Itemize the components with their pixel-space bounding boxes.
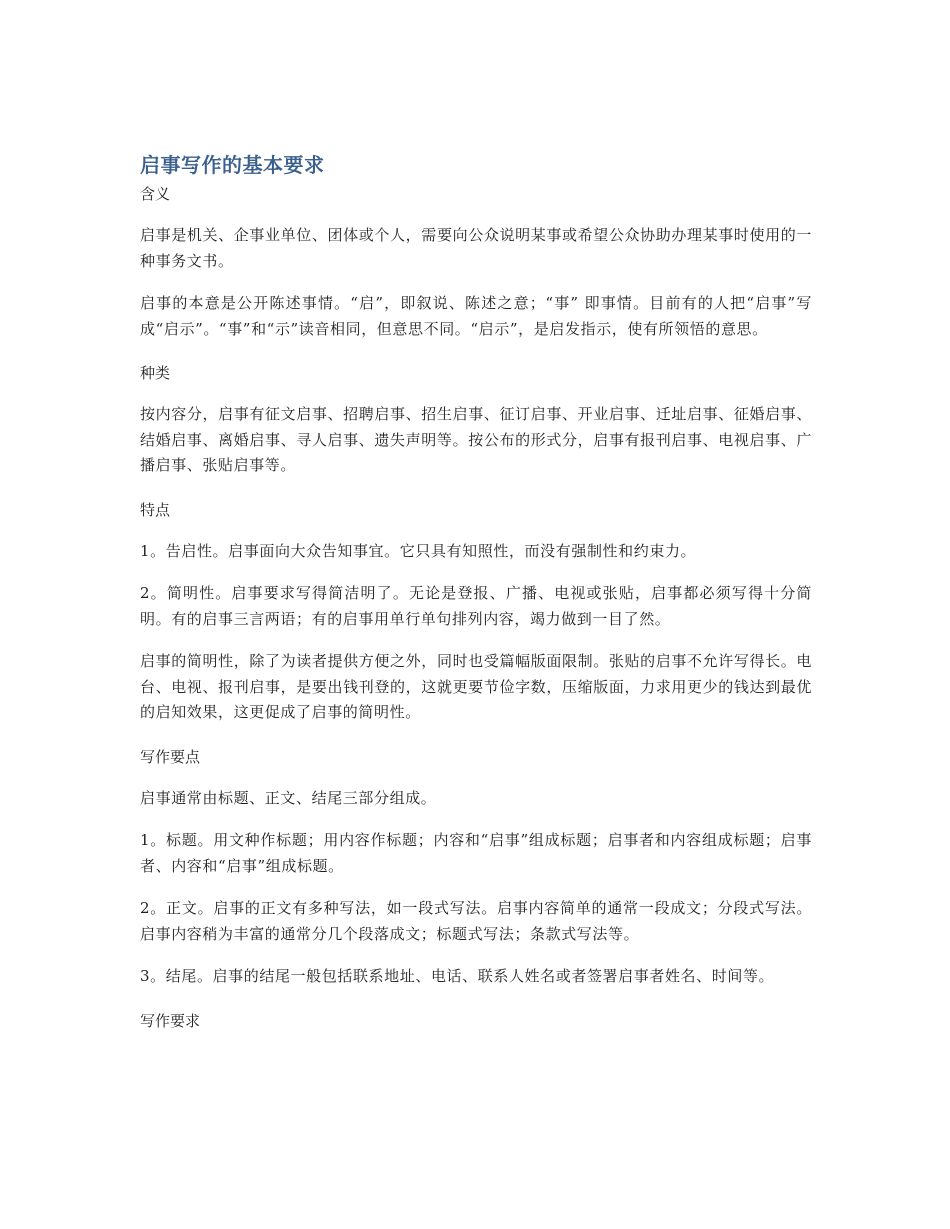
section-heading-meaning: 含义	[140, 185, 171, 203]
paragraph: 2。简明性。启事要求写得简洁明了。无论是登报、广播、电视或张贴，启事都必须写得十分简明。有的启事三言两语；有的启事用单行单句排列内容，竭力做到一目了然。	[140, 584, 812, 628]
paragraph: 2。正文。启事的正文有多种写法，如一段式写法。启事内容简单的通常一段成文；分段式写法。启事内容稍为丰富的通常分几个段落成文；标题式写法；条款式写法等。	[140, 899, 812, 943]
document-title: 启事写作的基本要求	[140, 153, 325, 177]
paragraph: 启事的简明性，除了为读者提供方便之外，同时也受篇幅版面限制。张贴的启事不允许写得长。电台、电视、报刊启事，是要出钱刊登的，这就更要节俭字数，压缩版面，力求用更少的钱达到最优的启知效果，这更促成了启事的简明性。	[140, 652, 812, 721]
section-heading-requirements: 写作要求	[140, 1011, 201, 1030]
document-content	[140, 150, 812, 1035]
paragraph: 启事是机关、企事业单位、团体或个人，需要向公众说明某事或希望公众协助办理某事时使用的一种事务文书。	[140, 226, 812, 270]
section-heading-features: 特点	[140, 500, 171, 519]
paragraph: 按内容分，启事有征文启事、招聘启事、招生启事、征订启事、开业启事、迁址启事、征婚启事、结婚启事、离婚启事、寻人启事、遗失声明等。按公布的形式分，启事有报刊启事、电视启事、广播启事、张贴启事等。	[140, 405, 812, 474]
paragraph: 1。标题。用文种作标题；用内容作标题；内容和“启事”组成标题；启事者和内容组成标题；启事者、内容和“启事”组成标题。	[140, 831, 812, 875]
section-heading-types: 种类	[140, 364, 171, 382]
paragraph: 启事的本意是公开陈述事情。“启”，即叙说、陈述之意；“事” 即事情。目前有的人把“启事”写成“启示”。“事”和“示”读音相同，但意思不同。“启示”，是启发指示，使有所领悟的意思。	[140, 294, 812, 338]
paragraph: 1。告启性。启事面向大众告知事宜。它只具有知照性，而没有强制性和约束力。	[140, 541, 697, 560]
section-heading-key-points: 写作要点	[140, 747, 201, 766]
paragraph: 3。结尾。启事的结尾一般包括联系地址、电话、联系人姓名或者签署启事者姓名、时间等。	[140, 967, 775, 985]
paragraph: 启事通常由标题、正文、结尾三部分组成。	[140, 788, 437, 807]
